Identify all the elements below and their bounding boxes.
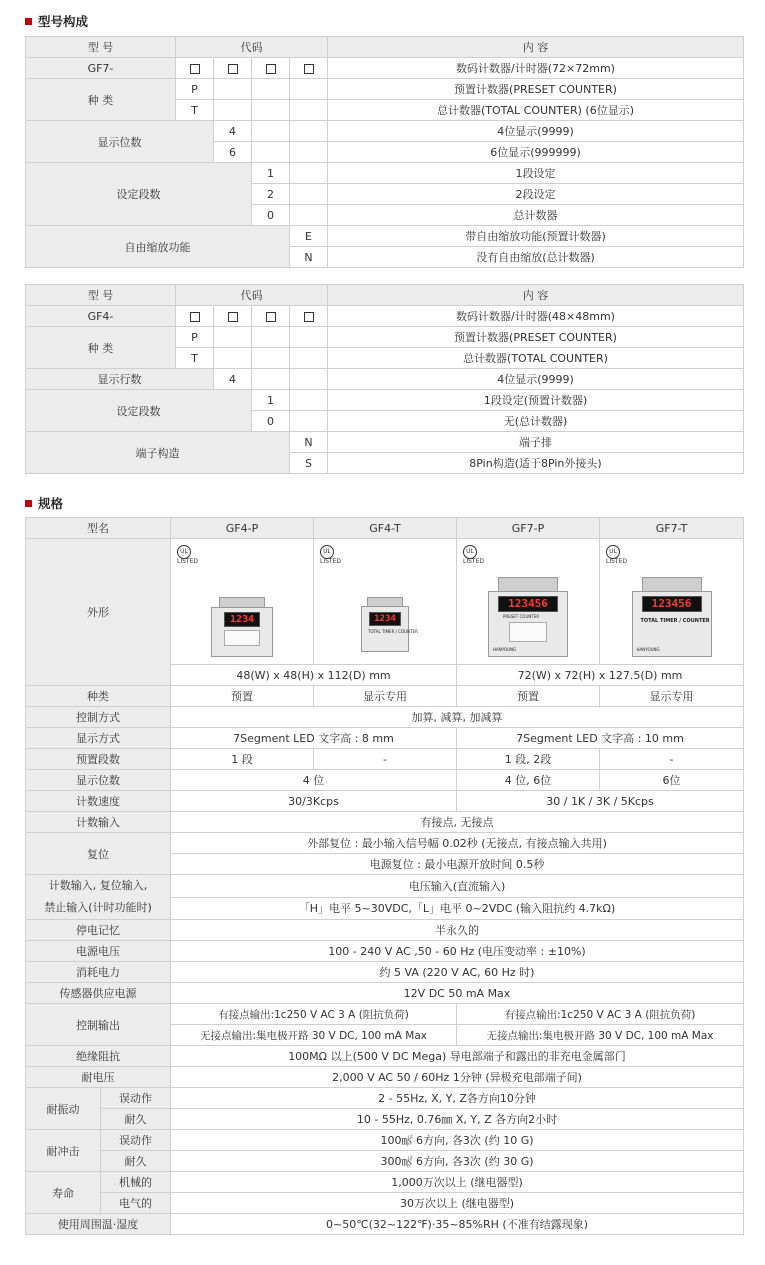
brand-label: HANYOUNG — [636, 647, 660, 652]
desc-cell: 预置计数器(PRESET COUNTER) — [328, 79, 744, 100]
desc-cell: 总计数器(TOTAL COUNTER) (6位显示) — [328, 100, 744, 121]
code-cell: P — [176, 79, 214, 100]
ul-listed-icon: UL LISTED — [320, 545, 341, 565]
shock-dur-value: 300㎨ 6方向, 各3次 (约 30 G) — [171, 1151, 744, 1172]
code-box-icon — [304, 312, 314, 322]
vib-mis-value: 2 - 55Hz, X, Y, Z各方向10分钟 — [171, 1088, 744, 1109]
sens-value: 12V DC 50 mA Max — [171, 983, 744, 1004]
bullet-icon — [25, 500, 32, 507]
code-box-icon — [228, 64, 238, 74]
shock-dur-label: 耐久 — [101, 1151, 171, 1172]
header-gf7t: GF7-T — [600, 518, 744, 539]
code-box-icon — [190, 312, 200, 322]
out-label: 控制输出 — [26, 1004, 171, 1046]
header-content: 内 容 — [328, 37, 744, 58]
code-cell: 1 — [252, 390, 290, 411]
model-cell: GF7- — [26, 58, 176, 79]
model-desc: 数码计数器/计时器(72×72mm) — [328, 58, 744, 79]
mem-label: 停电记忆 — [26, 920, 171, 941]
cri-line-2: 「H」电平 5~30VDC,「L」电平 0~2VDC (输入阻抗约 4.7kΩ) — [171, 897, 744, 920]
preset-cell: - — [314, 749, 457, 770]
vib-dur-label: 耐久 — [101, 1109, 171, 1130]
scale-label: 自由缩放功能 — [26, 226, 290, 268]
term-label: 端子构造 — [26, 432, 290, 474]
kind-cell: 预置 — [171, 686, 314, 707]
product-image-gf4p — [171, 539, 314, 665]
model-table-gf4 — [25, 284, 744, 474]
code-box-icon — [266, 312, 276, 322]
preset-label: 预置段数 — [26, 749, 171, 770]
header-gf4p: GF4-P — [171, 518, 314, 539]
code-cell: 0 — [252, 205, 290, 226]
code-cell: 2 — [252, 184, 290, 205]
stage-label: 设定段数 — [26, 163, 252, 226]
cri-line-1: 电压输入(直流输入) — [171, 875, 744, 898]
code-cell: T — [176, 348, 214, 369]
desc-cell: 4位显示(9999) — [328, 121, 744, 142]
ul-listed-icon: UL LISTED — [606, 545, 627, 565]
face-label: TOTAL TIMER / COUNTER — [640, 618, 710, 624]
preset-cell: 1 段, 2段 — [457, 749, 600, 770]
vib-label: 耐振动 — [26, 1088, 101, 1130]
code-cell: 6 — [214, 142, 252, 163]
code-cell: P — [176, 327, 214, 348]
desc-cell: 总计数器 — [328, 205, 744, 226]
disp-gf7: 7Segment LED 文字高 : 10 mm — [457, 728, 744, 749]
desc-cell: 8Pin构造(适于8Pin外接头) — [328, 453, 744, 474]
cons-value: 约 5 VA (220 V AC, 60 Hz 时) — [171, 962, 744, 983]
kind-cell: 显示专用 — [314, 686, 457, 707]
volt-value: 2,000 V AC 50 / 60Hz 1分钟 (异极充电部端子间) — [171, 1067, 744, 1088]
speed-gf4: 30/3Kcps — [171, 791, 457, 812]
code-cell: 1 — [252, 163, 290, 184]
desc-cell: 带自由缩放功能(预置计数器) — [328, 226, 744, 247]
preset-cell: - — [600, 749, 744, 770]
desc-cell: 6位显示(999999) — [328, 142, 744, 163]
vib-dur-value: 10 - 55Hz, 0.76㎜ X, Y, Z 各方向2小时 — [171, 1109, 744, 1130]
kind-label: 种类 — [26, 686, 171, 707]
shock-mis-value: 100㎨ 6方向, 各3次 (约 10 G) — [171, 1130, 744, 1151]
code-cell: 0 — [252, 411, 290, 432]
mem-value: 半永久的 — [171, 920, 744, 941]
reset-label: 复位 — [26, 833, 171, 875]
product-image-gf7t — [600, 539, 744, 665]
desc-cell: 预置计数器(PRESET COUNTER) — [328, 327, 744, 348]
kind-label: 种 类 — [26, 327, 176, 369]
ins-label: 绝缘阻抗 — [26, 1046, 171, 1067]
bullet-icon — [25, 18, 32, 25]
speed-label: 计数速度 — [26, 791, 171, 812]
led-display: 1234 — [369, 612, 401, 626]
life-elec-value: 30万次以上 (继电器型) — [171, 1193, 744, 1214]
out-gf7-line-2: 无接点输出:集电极开路 30 V DC, 100 mA Max — [457, 1025, 744, 1046]
stage-label: 设定段数 — [26, 390, 252, 432]
brand-label: HANYOUNG — [493, 647, 517, 652]
desc-cell: 4位显示(9999) — [328, 369, 744, 390]
life-elec-label: 电气的 — [101, 1193, 171, 1214]
digits-label: 显示位数 — [26, 770, 171, 791]
code-box-icon — [190, 64, 200, 74]
input-label: 计数输入 — [26, 812, 171, 833]
digits-gf4: 4 位 — [171, 770, 457, 791]
code-box-icon — [228, 312, 238, 322]
product-image-gf7p — [457, 539, 600, 665]
digits-label: 显示位数 — [26, 121, 214, 163]
shock-mis-label: 误动作 — [101, 1130, 171, 1151]
code-cell: 4 — [214, 121, 252, 142]
cri-label: 计数输入, 复位输入, 禁止输入(计时功能时) — [26, 875, 171, 920]
preset-cell: 1 段 — [171, 749, 314, 770]
desc-cell: 1段设定(预置计数器) — [328, 390, 744, 411]
life-mech-label: 机械的 — [101, 1172, 171, 1193]
disp-label: 显示方式 — [26, 728, 171, 749]
env-value: 0~50℃(32~122℉)·35~85%RH (不准有结露现象) — [171, 1214, 744, 1235]
dimension-gf4: 48(W) x 48(H) x 112(D) mm — [171, 665, 457, 686]
cons-label: 消耗电力 — [26, 962, 171, 983]
model-table-gf7 — [25, 36, 744, 268]
product-image-gf4t — [314, 539, 457, 665]
out-gf4-line-2: 无接点输出:集电极开路 30 V DC, 100 mA Max — [171, 1025, 457, 1046]
code-cell: E — [290, 226, 328, 247]
pwr-value: 100 - 240 V AC ,50 - 60 Hz (电压变动率 : ±10%) — [171, 941, 744, 962]
kind-label: 种 类 — [26, 79, 176, 121]
desc-cell: 没有自由缩放(总计数器) — [328, 247, 744, 268]
desc-cell: 1段设定 — [328, 163, 744, 184]
life-mech-value: 1,000万次以上 (继电器型) — [171, 1172, 744, 1193]
header-content: 内 容 — [328, 285, 744, 306]
input-value: 有接点, 无接点 — [171, 812, 744, 833]
header-gf7p: GF7-P — [457, 518, 600, 539]
lines-label: 显示行数 — [26, 369, 214, 390]
code-cell: N — [290, 247, 328, 268]
vib-mis-label: 误动作 — [101, 1088, 171, 1109]
kind-cell: 预置 — [457, 686, 600, 707]
life-label: 寿命 — [26, 1172, 101, 1214]
code-cell: 4 — [214, 369, 252, 390]
code-cell: T — [176, 100, 214, 121]
code-cell: N — [290, 432, 328, 453]
kind-cell: 显示专用 — [600, 686, 744, 707]
env-label: 使用周围温·湿度 — [26, 1214, 171, 1235]
shock-label: 耐冲击 — [26, 1130, 101, 1172]
desc-cell: 无(总计数器) — [328, 411, 744, 432]
ins-value: 100MΩ 以上(500 V DC Mega) 导电部端子和露出的非充电金属部门 — [171, 1046, 744, 1067]
ul-listed-icon: UL LISTED — [463, 545, 484, 565]
code-box-icon — [304, 64, 314, 74]
desc-cell: 2段设定 — [328, 184, 744, 205]
appearance-label: 外形 — [26, 539, 171, 686]
speed-gf7: 30 / 1K / 3K / 5Kcps — [457, 791, 744, 812]
ctrl-value: 加算, 减算, 加减算 — [171, 707, 744, 728]
led-display: 1234 — [224, 612, 260, 627]
volt-label: 耐电压 — [26, 1067, 171, 1088]
out-gf4-line-1: 有接点输出:1c250 V AC 3 A (阻抗负荷) — [171, 1004, 457, 1025]
model-desc: 数码计数器/计时器(48×48mm) — [328, 306, 744, 327]
dimension-gf7: 72(W) x 72(H) x 127.5(D) mm — [457, 665, 744, 686]
desc-cell: 端子排 — [328, 432, 744, 453]
section-title-model: 型号构成 — [25, 12, 88, 30]
digits-gf7t: 6位 — [600, 770, 744, 791]
model-cell: GF4- — [26, 306, 176, 327]
section-title-spec: 规格 — [25, 494, 63, 512]
code-cell: S — [290, 453, 328, 474]
header-code: 代码 — [176, 285, 328, 306]
led-display: 123456 — [498, 596, 558, 612]
reset-line-1: 外部复位 : 最小输入信号幅 0.02秒 (无接点, 有接点输入共用) — [171, 833, 744, 854]
face-label: TOTAL TIMER / COUNTER — [368, 629, 418, 634]
led-display: 123456 — [642, 596, 702, 612]
out-gf7-line-1: 有接点输出:1c250 V AC 3 A (阻抗负荷) — [457, 1004, 744, 1025]
ctrl-label: 控制方式 — [26, 707, 171, 728]
reset-line-2: 电源复位 : 最小电源开放时间 0.5秒 — [171, 854, 744, 875]
sens-label: 传感器供应电源 — [26, 983, 171, 1004]
desc-cell: 总计数器(TOTAL COUNTER) — [328, 348, 744, 369]
code-box-icon — [266, 64, 276, 74]
header-model: 型 号 — [26, 37, 176, 58]
spec-table — [25, 517, 744, 1235]
disp-gf4: 7Segment LED 文字高 : 8 mm — [171, 728, 457, 749]
ul-listed-icon: UL LISTED — [177, 545, 198, 565]
face-label: PRESET COUNTER — [503, 614, 540, 619]
header-code: 代码 — [176, 37, 328, 58]
header-name: 型名 — [26, 518, 171, 539]
header-model: 型 号 — [26, 285, 176, 306]
header-gf4t: GF4-T — [314, 518, 457, 539]
digits-gf7p: 4 位, 6位 — [457, 770, 600, 791]
pwr-label: 电源电压 — [26, 941, 171, 962]
